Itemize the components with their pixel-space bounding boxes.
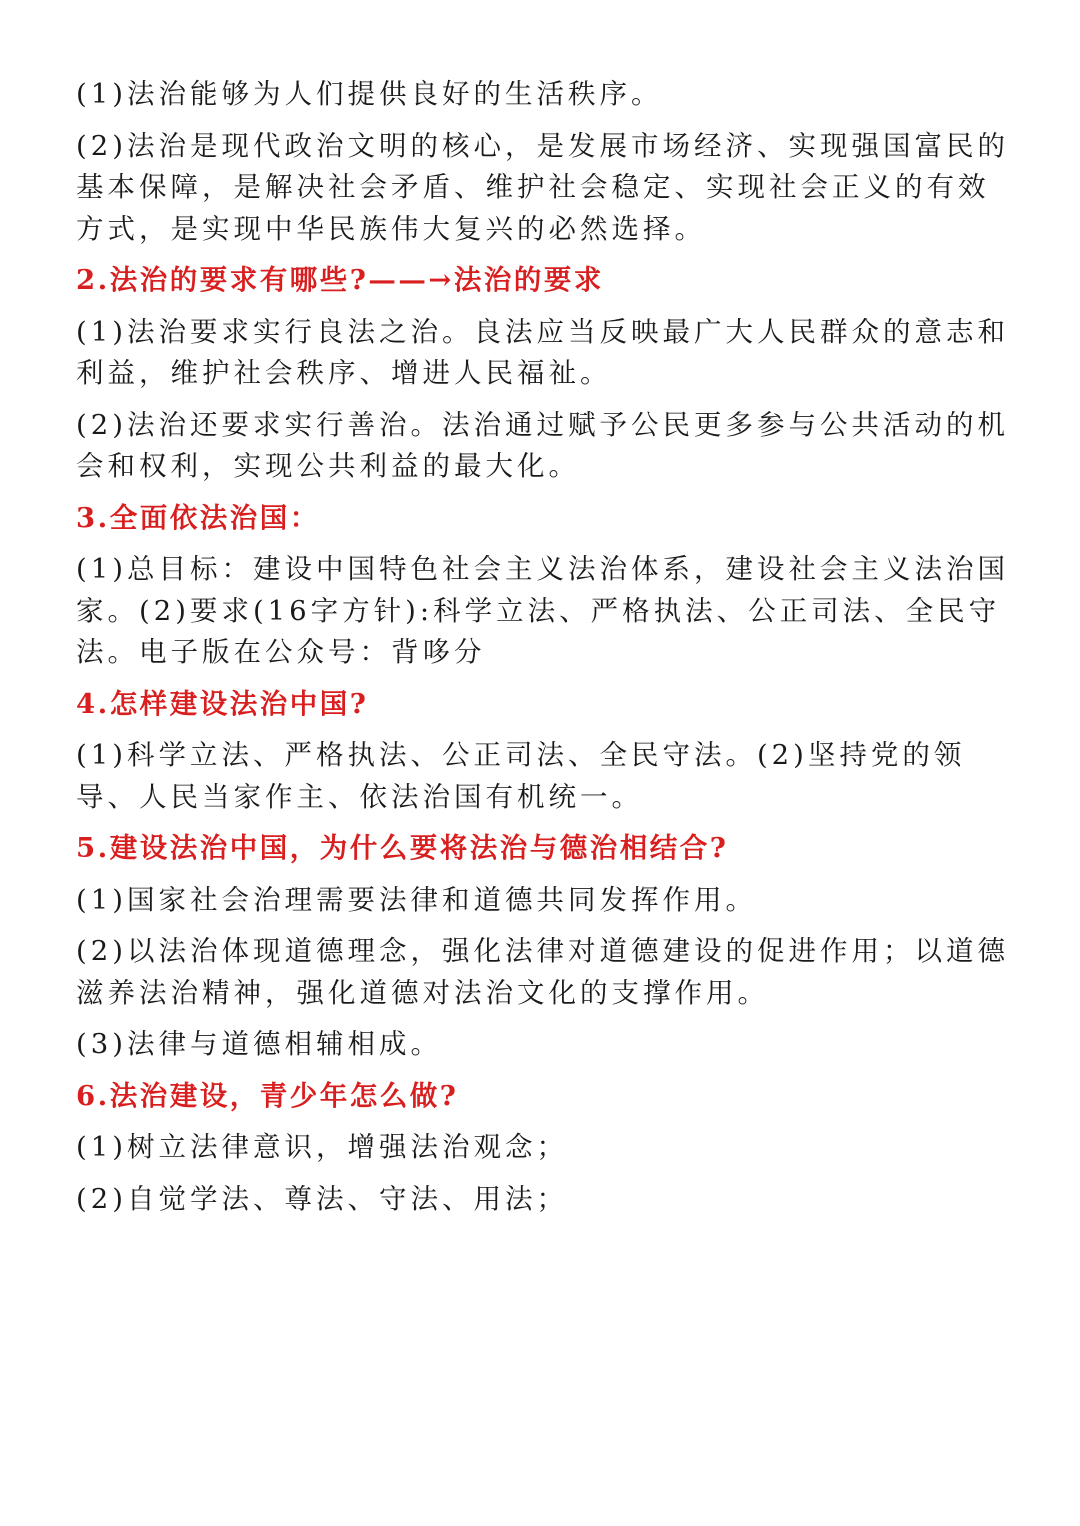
heading-youth-role: 6.法治建设，青少年怎么做?	[76, 1079, 459, 1112]
paragraph-good-law: (1)法治要求实行良法之治。良法应当反映最广大人民群众的意志和利益，维护社会秩序、增进人民福祉。	[76, 315, 1009, 389]
paragraph-good-governance: (2)法治还要求实行善治。法治通过赋予公民更多参与公共活动的机会和权利，实现公共利益的最大化。	[76, 408, 1009, 482]
document-body	[76, 74, 1020, 1230]
heading-comprehensive-rule-of-law: 3.全面依法治国：	[76, 501, 320, 534]
paragraph-governance-needs: (1)国家社会治理需要法律和道德共同发挥作用。	[76, 883, 757, 916]
heading-how-to-build: 4.怎样建设法治中国?	[76, 687, 369, 720]
paragraph-complementary: (3)法律与道德相辅相成。	[76, 1028, 442, 1060]
heading-rule-of-law-requirements: 2.法治的要求有哪些?——→法治的要求	[76, 264, 604, 296]
heading-law-and-morality: 5.建设法治中国，为什么要将法治与德治相结合?	[76, 832, 729, 864]
paragraph-legal-awareness: (1)树立法律意识，增强法治观念；	[76, 1131, 568, 1163]
paragraph-rule-of-law-core: (2)法治是现代政治文明的核心，是发展市场经济、实现强国富民的基本保障，是解决社会矛盾、维护社会稳定、实现社会正义的有效方式，是实现中华民族伟大复兴的必然选择。	[76, 129, 1009, 245]
paragraph-law-embodies-morality: (2)以法治体现道德理念，强化法律对道德建设的促进作用；以道德滋养法治精神，强化道德对法治文化的支撑作用。	[76, 935, 1009, 1009]
paragraph-learn-respect-law: (2)自觉学法、尊法、守法、用法；	[76, 1182, 568, 1215]
paragraph-rule-of-law-order: (1)法治能够为人们提供良好的生活秩序。	[76, 78, 663, 110]
paragraph-how-to-build: (1)科学立法、严格执法、公正司法、全民守法。(2)坚持党的领导、人民当家作主、依法治国有机统一。	[76, 739, 966, 813]
paragraph-overall-goal: (1)总目标：建设中国特色社会主义法治体系，建设社会主义法治国家。(2)要求(16字方针):科学立法、严格执法、公正司法、全民守法。电子版在公众号：背哆分	[76, 553, 1009, 668]
